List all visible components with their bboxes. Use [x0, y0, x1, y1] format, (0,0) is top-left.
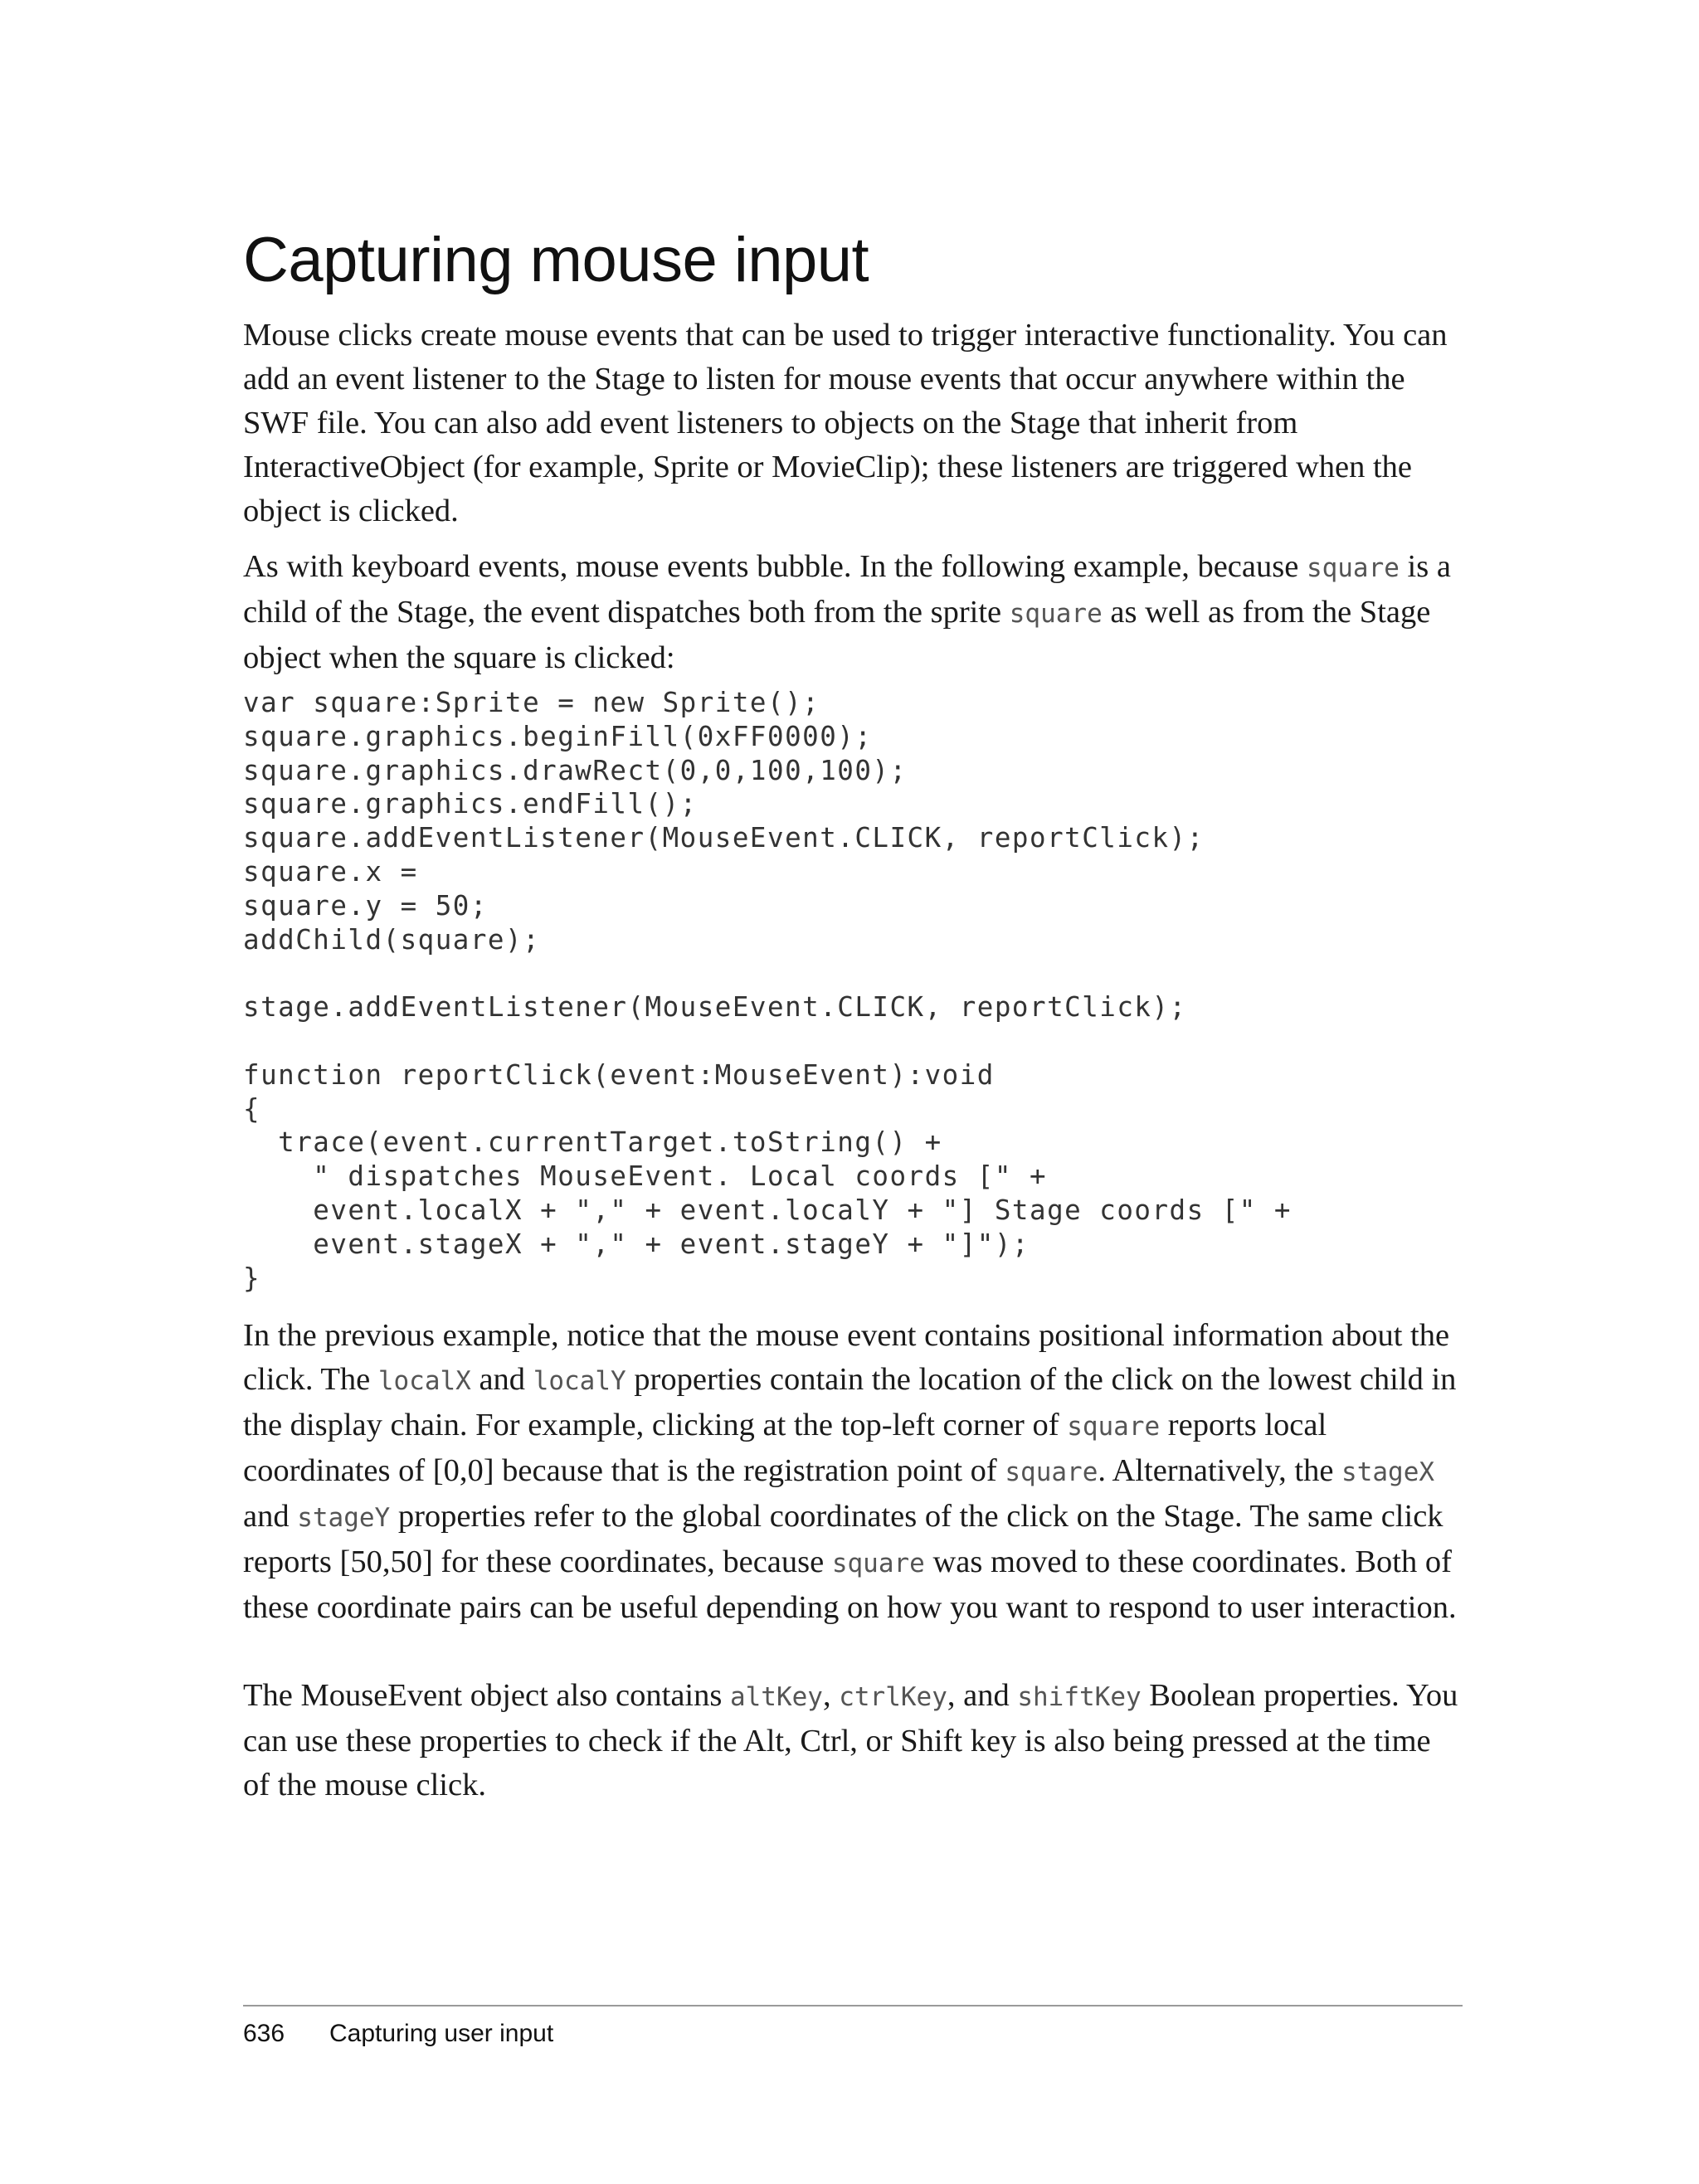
text-run: , — [822, 1678, 840, 1713]
text-run: In the previous example, notice that the mouse event contains positional information about the click. The — [243, 1318, 1450, 1397]
inline-code: shiftKey — [1017, 1682, 1142, 1712]
inline-code: square — [1067, 1412, 1161, 1442]
running-footer-title: Capturing user input — [329, 2020, 554, 2047]
paragraph-intro: Mouse clicks create mouse events that can be used to trigger interactive functionality. You can add an event listener to the Stage to listen for mouse events that occur anywhere within the SWF file. You can also add event listeners to objects on the Stage that inherit from InteractiveObject (for example, Sprite or MovieClip); these listeners are triggered when the object is clicked. — [243, 318, 1448, 528]
text-run: properties contain the location of the click on the lowest child in the display chain. For example, clicking at the top-left corner of — [243, 1362, 1457, 1442]
inline-code: stageX — [1341, 1457, 1435, 1487]
code-example: var square:Sprite = new Sprite(); square.graphics.beginFill(0xFF0000); square.graphics.drawRect(0,0,100,100); square.graphics.endFill(); square.addEventListener(MouseEvent.CLICK, reportClick); square.x = square.y = 50; addChild(square); stage.addEventListener(MouseEvent.CLICK, reportClick); function reportClick(event:MouseEvent):void { trace(event.currentTarget.toString() + " dispatches MouseEvent. Local coords [" + event.localX + "," + event.localY + "] Stage coords [" + event.stageX + "," + event.stageY + "]"); } — [243, 687, 1292, 1294]
page-number: 636 — [243, 2020, 285, 2047]
inline-code: ctrlKey — [839, 1682, 947, 1712]
inline-code: square — [1306, 553, 1400, 583]
text-run: reports local coordinates of [0,0] because that is the registration point of — [243, 1408, 1327, 1488]
inline-code: square — [1005, 1457, 1098, 1487]
text-run: properties refer to the global coordinates of the click on the Stage. The same click reports [50,50] for these coordinates, because — [243, 1499, 1443, 1579]
text-run: and — [243, 1499, 298, 1534]
text-run: as well as from the Stage object when the square is clicked: — [243, 595, 1431, 675]
text-run: is a child of the Stage, the event dispatches both from the sprite — [243, 549, 1451, 630]
text-run: was moved to these coordinates. Both of these coordinate pairs can be useful depending on how you want to respond to user interaction. — [243, 1544, 1457, 1625]
text-run: Boolean properties. You can use these properties to check if the Alt, Ctrl, or Shift key is also being pressed at the time of the mouse click. — [243, 1678, 1458, 1802]
paragraph-modifier-keys — [243, 1674, 1463, 1807]
inline-code: square — [831, 1549, 925, 1578]
footer-divider — [243, 2005, 1463, 2006]
text-run: . Alternatively, the — [1098, 1453, 1342, 1488]
text-run: , and — [947, 1678, 1018, 1713]
text-run: The MouseEvent object also contains — [243, 1678, 730, 1713]
inline-code: altKey — [729, 1682, 823, 1712]
paragraph-bubbling — [243, 545, 1463, 680]
inline-code: stageY — [297, 1503, 391, 1533]
inline-code: square — [1009, 599, 1103, 629]
inline-code: localY — [533, 1366, 626, 1396]
inline-code: localX — [377, 1366, 471, 1396]
text-run: As with keyboard events, mouse events bubble. In the following example, because — [243, 549, 1307, 584]
page-title: Capturing mouse input — [243, 225, 869, 295]
text-run: and — [470, 1362, 533, 1397]
page-footer — [243, 2016, 553, 2052]
paragraph-coordinates — [243, 1314, 1463, 1630]
